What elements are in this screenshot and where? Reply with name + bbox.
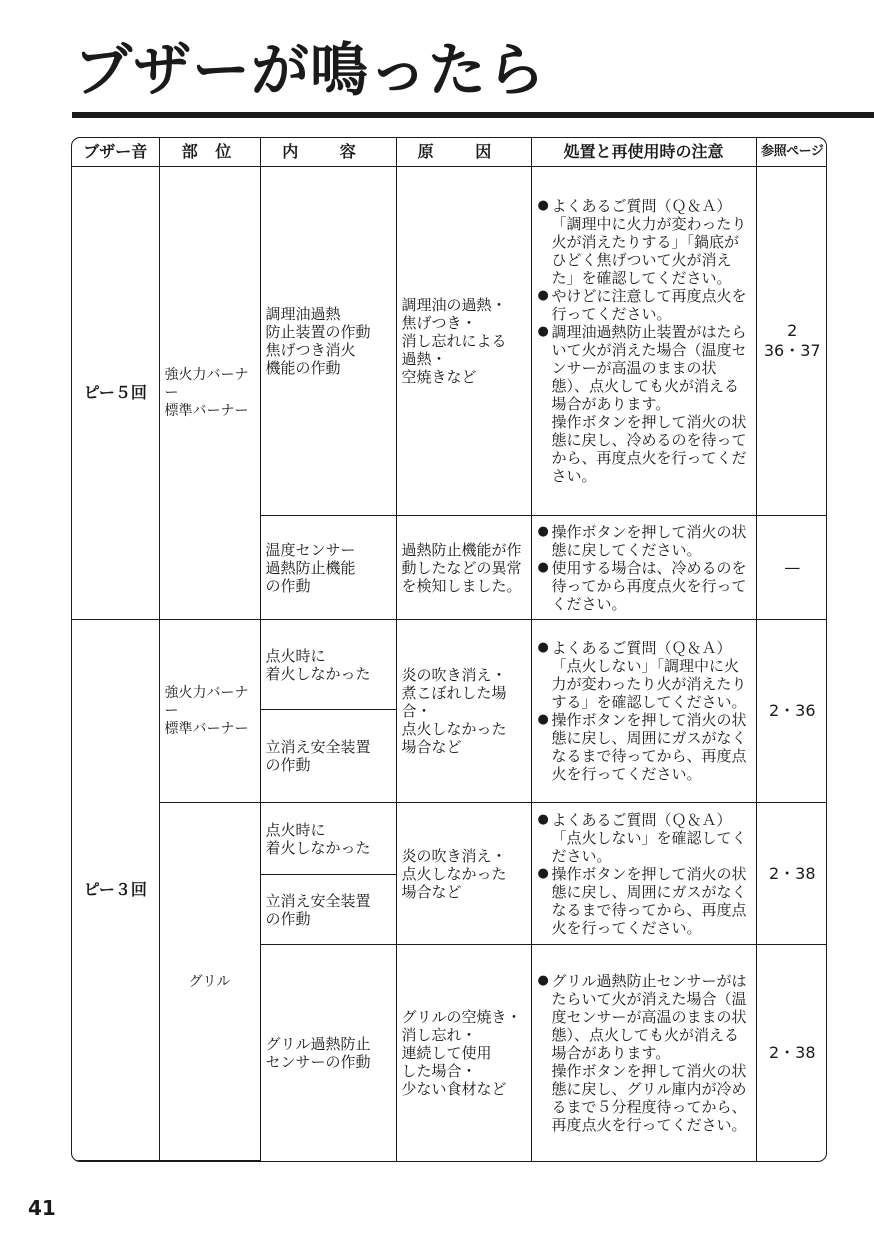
content-cell: 点火時に 着火しなかった (260, 620, 396, 710)
action-bullet: ● 操作ボタンを押して消火の状態に戻し、周囲にガスがなくなるまで待ってから、再度点火を行ってください。 (538, 865, 750, 937)
content-cell: 立消え安全装置 の作動 (260, 875, 396, 945)
action-text: やけどに注意して再度点火を行ってください。 (551, 287, 747, 323)
action-text: よくあるご質問（Ｑ＆Ａ）「調理中に火力が変わったり火が消えたりする」「鍋底がひどく焦げついて火が消えた」を確認してください。 (551, 197, 747, 287)
table-row (72, 620, 827, 710)
action-text: 操作ボタンを押して消火の状態に戻し、周囲にガスがなくなるまで待ってから、再度点火を行ってください。 (551, 711, 747, 783)
page-title: ブザーが鳴ったら (74, 36, 547, 104)
part-cell: グリル (159, 803, 260, 1161)
action-cell (531, 945, 756, 1161)
action-bullet: ● よくあるご質問（Ｑ＆Ａ）「調理中に火力が変わったり火が消えたりする」「鍋底がひどく焦げついて火が消えた」を確認してください。 (538, 197, 750, 287)
buzzer-cell: ピー５回 (72, 167, 159, 620)
action-cell (531, 620, 756, 803)
header-ref: 参照ページ (756, 138, 827, 167)
action-bullet: ● 操作ボタンを押して消火の状態に戻してください。 (538, 523, 750, 559)
page-number: 41 (28, 1196, 56, 1220)
ref-cell: — (756, 516, 827, 620)
cause-cell: グリルの空焼き・ 消し忘れ・ 連続して使用 した場合・ 少ない食材など (396, 945, 531, 1161)
header-part: 部 位 (159, 138, 260, 167)
cause-cell: 炎の吹き消え・ 点火しなかった 場合など (396, 803, 531, 945)
buzzer-table-grid (72, 138, 827, 1161)
ref-cell: 2・36 (756, 620, 827, 803)
action-text: よくあるご質問（Ｑ＆Ａ）「点火しない」を確認してください。 (551, 810, 747, 865)
action-text: よくあるご質問（Ｑ＆Ａ）「点火しない」「調理中に火力が変わったり火が消えたりする」を確認してください。 (551, 639, 747, 711)
part-cell: 強火力バーナー 標準バーナー (159, 620, 260, 803)
action-bullet: ● よくあるご質問（Ｑ＆Ａ）「点火しない」を確認してください。 (538, 811, 750, 865)
action-text: 操作ボタンを押して消火の状態に戻し、周囲にガスがなくなるまで待ってから、再度点火を行ってください。 (551, 864, 747, 937)
ref-cell: 2・38 (756, 945, 827, 1161)
title-rule (72, 112, 874, 118)
action-bullet: ● やけどに注意して再度点火を行ってください。 (538, 287, 750, 323)
header-action: 処置と再使用時の注意 (531, 138, 756, 167)
action-text: 操作ボタンを押して消火の状態に戻し、冷めるのを待ってから、再度点火を行ってください。 (551, 413, 747, 485)
ref-cell: 2・38 (756, 803, 827, 945)
action-bullet: ● 使用する場合は、冷めるのを待ってから再度点火を行ってください。 (538, 559, 750, 613)
action-cell (531, 516, 756, 620)
content-cell: 温度センサー 過熱防止機能 の作動 (260, 516, 396, 620)
cause-cell: 炎の吹き消え・ 煮こぼれした場合・ 点火しなかった 場合など (396, 620, 531, 803)
action-text: 操作ボタンを押して消火の状態に戻し、グリル庫内が冷めるまで５分程度待ってから、再度点火を行ってください。 (551, 1061, 747, 1134)
cause-cell: 過熱防止機能が作動したなどの異常を検知しました。 (396, 516, 531, 620)
header-content: 内 容 (260, 138, 396, 167)
table-header-row (72, 138, 827, 167)
buzzer-table (71, 137, 827, 1162)
action-text: 使用する場合は、冷めるのを待ってから再度点火を行ってください。 (551, 558, 747, 613)
action-text: 操作ボタンを押して消火の状態に戻してください。 (551, 522, 747, 559)
table-row (72, 803, 827, 875)
ref-cell: 2 36・37 (756, 167, 827, 516)
header-cause: 原 因 (396, 138, 531, 167)
part-cell: 強火力バーナー 標準バーナー (159, 167, 260, 620)
content-cell: 立消え安全装置 の作動 (260, 710, 396, 803)
table-row (72, 167, 827, 516)
content-cell: 点火時に 着火しなかった (260, 803, 396, 875)
action-text: 調理油過熱防止装置がはたらいて火が消えた場合（温度センサーが高温のままの状態）、点火しても火が消える場合があります。 (551, 323, 747, 413)
action-cell (531, 167, 756, 516)
buzzer-cell: ピー３回 (72, 620, 159, 1161)
action-bullet: ● グリル過熱防止センサーがはたらいて火が消えた場合（温度センサーが高温のままの状態）、点火しても火が消える場合があります。 (538, 972, 750, 1062)
action-bullet: ● よくあるご質問（Ｑ＆Ａ）「点火しない」「調理中に火力が変わったり火が消えたりする」を確認してください。 (538, 639, 750, 711)
cause-cell: 調理油の過熱・ 焦げつき・ 消し忘れによる 過熱・ 空焼きなど (396, 167, 531, 516)
action-bullet: ● 調理油過熱防止装置がはたらいて火が消えた場合（温度センサーが高温のままの状態）、点火しても火が消える場合があります。 (538, 323, 750, 413)
action-bullet: ● 操作ボタンを押して消火の状態に戻し、周囲にガスがなくなるまで待ってから、再度点火を行ってください。 (538, 711, 750, 783)
action-cell (531, 803, 756, 945)
content-cell: グリル過熱防止 センサーの作動 (260, 945, 396, 1161)
action-text: グリル過熱防止センサーがはたらいて火が消えた場合（温度センサーが高温のままの状態）、点火しても火が消える場合があります。 (551, 971, 747, 1062)
header-buzzer: ブザー音 (72, 138, 159, 167)
content-cell: 調理油過熱 防止装置の作動 焦げつき消火 機能の作動 (260, 167, 396, 516)
